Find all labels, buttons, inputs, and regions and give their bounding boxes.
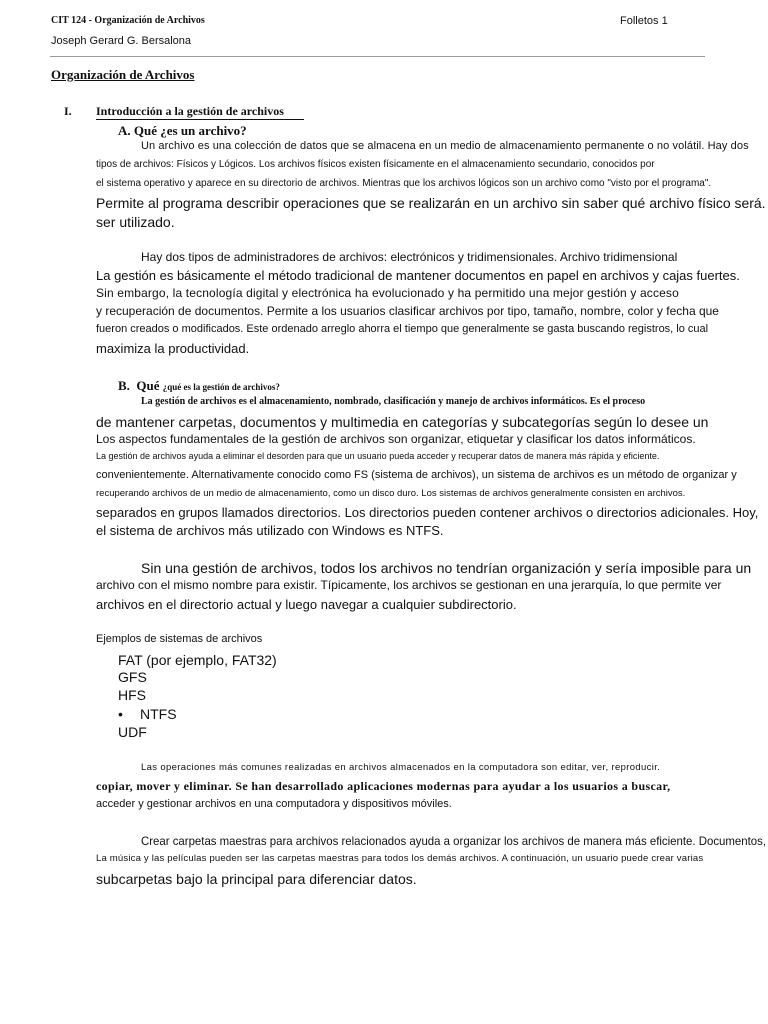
subsection-b-letter: B. — [118, 378, 130, 393]
subsection-b-question: ¿qué es la gestión de archivos? — [162, 382, 280, 392]
paragraph-line: convenientemente. Alternativamente conocido como FS (sistema de archivos), un sistema de archivos es un método de organizar y — [96, 469, 737, 481]
paragraph-line: Un archivo es una colección de datos que se almacena en un medio de almacenamiento permanente o no volátil. Hay dos — [141, 140, 749, 152]
subsection-a-heading: A. Qué ¿es un archivo? — [118, 123, 247, 138]
bold-line: La gestión de archivos es el almacenamiento, nombrado, clasificación y manejo de archivos informáticos. Es el proceso — [141, 396, 646, 407]
paragraph-line: archivos en el directorio actual y luego navegar a cualquier subdirectorio. — [96, 597, 517, 612]
handout-label: Folletos 1 — [620, 15, 668, 27]
subsection-b-que: Qué — [136, 378, 160, 393]
paragraph-line: fueron creados o modificados. Este ordenado arreglo ahorra el tiempo que generalmente se gasta buscando registros, lo cual — [96, 323, 709, 335]
list-item: • NTFS — [118, 706, 177, 722]
list-item: HFS — [118, 687, 146, 703]
list-item: UDF — [118, 724, 147, 740]
paragraph-line: La gestión de archivos ayuda a eliminar el desorden para que un usuario pueda acceder y recuperar datos de manera más rápida y eficiente. — [96, 451, 660, 461]
paragraph-line: Las operaciones más comunes realizadas en archivos almacenados en la computadora son editar, ver, reproducir. — [141, 762, 661, 773]
paragraph-line: La música y las películas pueden ser las carpetas maestras para todos los demás archivos. A continuación, un usuario puede crear varias — [96, 853, 704, 864]
bullet-icon: • — [118, 706, 123, 722]
paragraph-line: subcarpetas bajo la principal para diferenciar datos. — [96, 871, 417, 887]
paragraph-line: archivo con el mismo nombre para existir. Típicamente, los archivos se gestionan en una jerarquía, lo que permite ver — [96, 578, 722, 592]
paragraph-line: Sin una gestión de archivos, todos los archivos no tendrían organización y sería imposible para un — [141, 560, 752, 576]
paragraph-line: separados en grupos llamados directorios. Los directorios pueden contener archivos o directorios adicionales. Hoy, — [96, 505, 759, 520]
author-name: Joseph Gerard G. Bersalona — [51, 35, 192, 47]
paragraph-line: de mantener carpetas, documentos y multimedia en categorías y subcategorías según lo desee un — [96, 414, 709, 430]
section-numeral: I. — [64, 104, 72, 118]
course-title: CIT 124 - Organización de Archivos — [51, 15, 205, 26]
page-title: Organización de Archivos — [51, 67, 195, 82]
paragraph-line: ser utilizado. — [96, 214, 175, 230]
paragraph-line: recuperando archivos de un medio de almacenamiento, como un disco duro. Los sistemas de archivos generalmente consisten en archivos. — [96, 488, 686, 499]
paragraph-line: La gestión es básicamente el método tradicional de mantener documentos en papel en archivos y cajas fuertes. — [96, 268, 740, 283]
paragraph-line: Hay dos tipos de administradores de archivos: electrónicos y tridimensionales. Archivo tridimensional — [141, 250, 678, 264]
paragraph-line: maximiza la productividad. — [96, 341, 250, 356]
list-item: FAT (por ejemplo, FAT32) — [118, 652, 277, 668]
paragraph-line: el sistema de archivos más utilizado con Windows es NTFS. — [96, 523, 444, 538]
paragraph-line: Los aspectos fundamentales de la gestión de archivos son organizar, etiquetar y clasificar los datos informáticos. — [96, 432, 696, 446]
header-divider — [50, 56, 705, 57]
bold-line: copiar, mover y eliminar. Se han desarrollado aplicaciones modernas para ayudar a los usuarios a buscar, — [96, 779, 671, 793]
subsection-b-heading — [118, 378, 280, 394]
paragraph-line: el sistema operativo y aparece en su directorio de archivos. Mientras que los archivos lógicos son un archivo como "visto por el programa". — [96, 178, 712, 189]
paragraph-line: Crear carpetas maestras para archivos relacionados ayuda a organizar los archivos de manera más eficiente. Documentos, — [141, 834, 766, 848]
paragraph-line: Sin embargo, la tecnología digital y electrónica ha evolucionado y ha permitido una mejor gestión y acceso — [96, 286, 679, 300]
paragraph-line: y recuperación de documentos. Permite a los usuarios clasificar archivos por tipo, tamaño, nombre, color y fecha que — [96, 304, 719, 318]
section-title: Introducción a la gestión de archivos — [96, 104, 304, 120]
paragraph-line: Permite al programa describir operaciones que se realizarán en un archivo sin saber qué archivo físico será. — [96, 195, 766, 211]
examples-label: Ejemplos de sistemas de archivos — [96, 633, 263, 645]
list-item: GFS — [118, 669, 147, 685]
paragraph-line: acceder y gestionar archivos en una computadora y dispositivos móviles. — [96, 798, 452, 810]
paragraph-line: tipos de archivos: Físicos y Lógicos. Los archivos físicos existen físicamente en el almacenamiento secundario, conocidos por — [96, 159, 655, 170]
